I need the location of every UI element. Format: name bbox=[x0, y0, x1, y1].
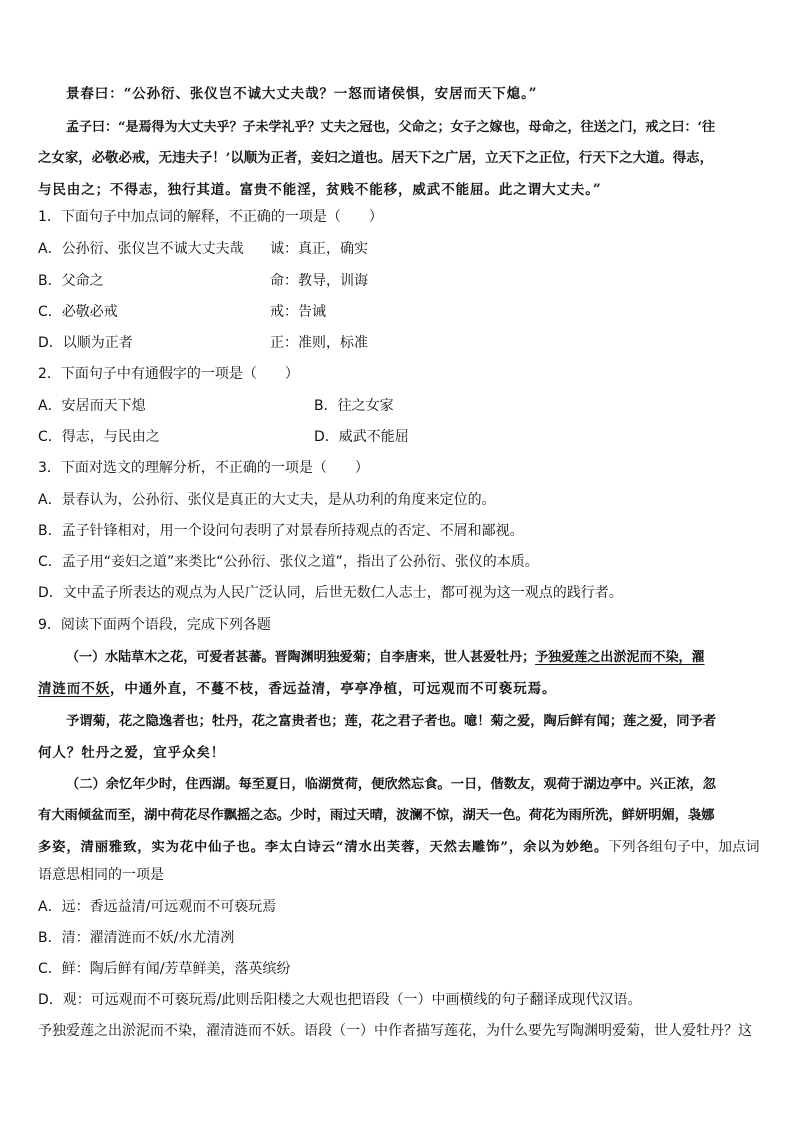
segment-two-text: 多姿，清丽雅致，实为花中仙子也。李太白诗云“清水出芙蓉，天然去雕饰”，余以为妙绝。 bbox=[38, 840, 609, 855]
question-1-option-c-note: 戒：告诫 bbox=[270, 304, 326, 320]
segment-two-line: （二）余忆年少时，住西湖。每至夏日，临湖赏荷，便欣然忘食。一日，偕数友，观荷于湖边亭中。兴正浓，忽 bbox=[66, 777, 717, 792]
passage-paragraph: 孟子曰：“是焉得为大丈夫乎？子未学礼乎？丈夫之冠也，父命之；女子之嫁也，母命之，往送之门，戒之曰：‘往 bbox=[66, 120, 716, 135]
question-2-option-c: C．得志，与民由之 bbox=[38, 429, 160, 445]
question-2-option-b: B．往之女家 bbox=[314, 398, 394, 414]
question-2-option-d: D．威武不能屈 bbox=[314, 429, 409, 445]
segment-one-text: （一）水陆草木之花，可爱者甚蕃。晋陶渊明独爱菊；自李唐来，世人甚爱牡丹； bbox=[66, 650, 536, 665]
question-1-option-d-note: 正：准则，标准 bbox=[270, 335, 368, 351]
question-3-option-d: D．文中孟子所表达的观点为人民广泛认同，后世无数仁人志士，都可视为这一观点的践行者。 bbox=[38, 585, 623, 601]
segment-two-line: 有大雨倾盆而至，湖中荷花尽作飘摇之态。少时，雨过天晴，波澜不惊，湖天一色。荷花为雨所洗，鲜妍明媚，袅娜 bbox=[38, 808, 715, 823]
question-9-option-c: C．鲜：陶后鲜有闻/芳草鲜美，落英缤纷 bbox=[38, 961, 291, 977]
underlined-sentence: 予独爱莲之出淤泥而不染，濯 bbox=[535, 650, 705, 665]
question-1-option-c: C．必敬必戒 bbox=[38, 304, 118, 320]
question-9-option-b: B．清：濯清涟而不妖/水尤清冽 bbox=[38, 930, 235, 946]
passage-paragraph: 与民由之；不得志，独行其道。富贵不能淫，贫贱不能移，威武不能屈。此之谓大丈夫。” bbox=[38, 182, 602, 198]
question-1-option-b: B．父命之 bbox=[38, 273, 104, 289]
question-9-stem: 9．阅读下面两个语段，完成下列各题 bbox=[38, 617, 271, 633]
segment-two-line bbox=[38, 835, 760, 855]
question-9-followup: 予独爱莲之出淤泥而不染，濯清涟而不妖。语段（一）中作者描写莲花，为什么要先写陶渊明爱菊，世人爱牡丹？这 bbox=[38, 1023, 752, 1039]
question-3-option-a: A．景春认为，公孙衍、张仪是真正的大丈夫，是从功利的角度来定位的。 bbox=[38, 492, 496, 508]
question-9-prompt: 下列各组句子中，加点词 bbox=[608, 839, 760, 855]
question-1-option-d: D．以顺为正者 bbox=[38, 335, 133, 351]
segment-one-line: 何人？牡丹之爱，宜乎众矣！ bbox=[38, 745, 226, 761]
question-1-option-a-note: 诚：真正，确实 bbox=[270, 241, 368, 257]
question-1-option-a: A．公孙衍、张仪岂不诚大丈夫哉 bbox=[38, 241, 244, 257]
question-3-option-c: C．孟子用“妾妇之道”来类比“公孙衍、张仪之道”，指出了公孙衍、张仪的本质。 bbox=[38, 554, 539, 570]
passage-paragraph: 景春曰：“公孙衍、张仪岂不诚大丈夫哉？一怒而诸侯惧，安居而天下熄。” bbox=[66, 86, 538, 102]
segment-one-line bbox=[66, 646, 705, 665]
segment-one-line bbox=[38, 677, 556, 697]
question-3-option-b: B．孟子针锋相对，用一个设问句表明了对景春所持观点的否定、不屑和鄙视。 bbox=[38, 523, 524, 539]
segment-one-line: 予谓菊，花之隐逸者也；牡丹，花之富贵者也；莲，花之君子者也。噫！菊之爱，陶后鲜有闻；莲之爱，同予者 bbox=[66, 714, 717, 729]
question-1-stem: 1．下面句子中加点词的解释，不正确的一项是（ ） bbox=[38, 209, 383, 225]
question-2-option-a: A．安居而天下熄 bbox=[38, 398, 146, 414]
underlined-sentence: 清涟而不妖 bbox=[38, 681, 110, 697]
question-2-stem: 2．下面句子中有通假字的一项是（ ） bbox=[38, 366, 299, 382]
segment-one-text: ，中通外直，不蔓不枝，香远益清，亭亭净植，可远观而不可亵玩焉。 bbox=[110, 681, 557, 697]
question-9-option-a: A．远：香远益清/可远观而不可亵玩焉 bbox=[38, 899, 277, 915]
question-9-prompt: 语意思相同的一项是 bbox=[38, 867, 164, 883]
question-1-option-b-note: 命：教导，训诲 bbox=[270, 273, 368, 289]
question-3-stem: 3．下面对选文的理解分析，不正确的一项是（ ） bbox=[38, 460, 369, 476]
question-9-option-d: D．观：可远观而不可亵玩焉/此则岳阳楼之大观也把语段（一）中画横线的句子翻译成现代汉语。 bbox=[38, 992, 642, 1008]
passage-paragraph: 之女家，必敬必戒，无违夫子！’以顺为正者，妾妇之道也。居天下之广居，立天下之正位，行天下之大道。得志， bbox=[38, 150, 713, 166]
